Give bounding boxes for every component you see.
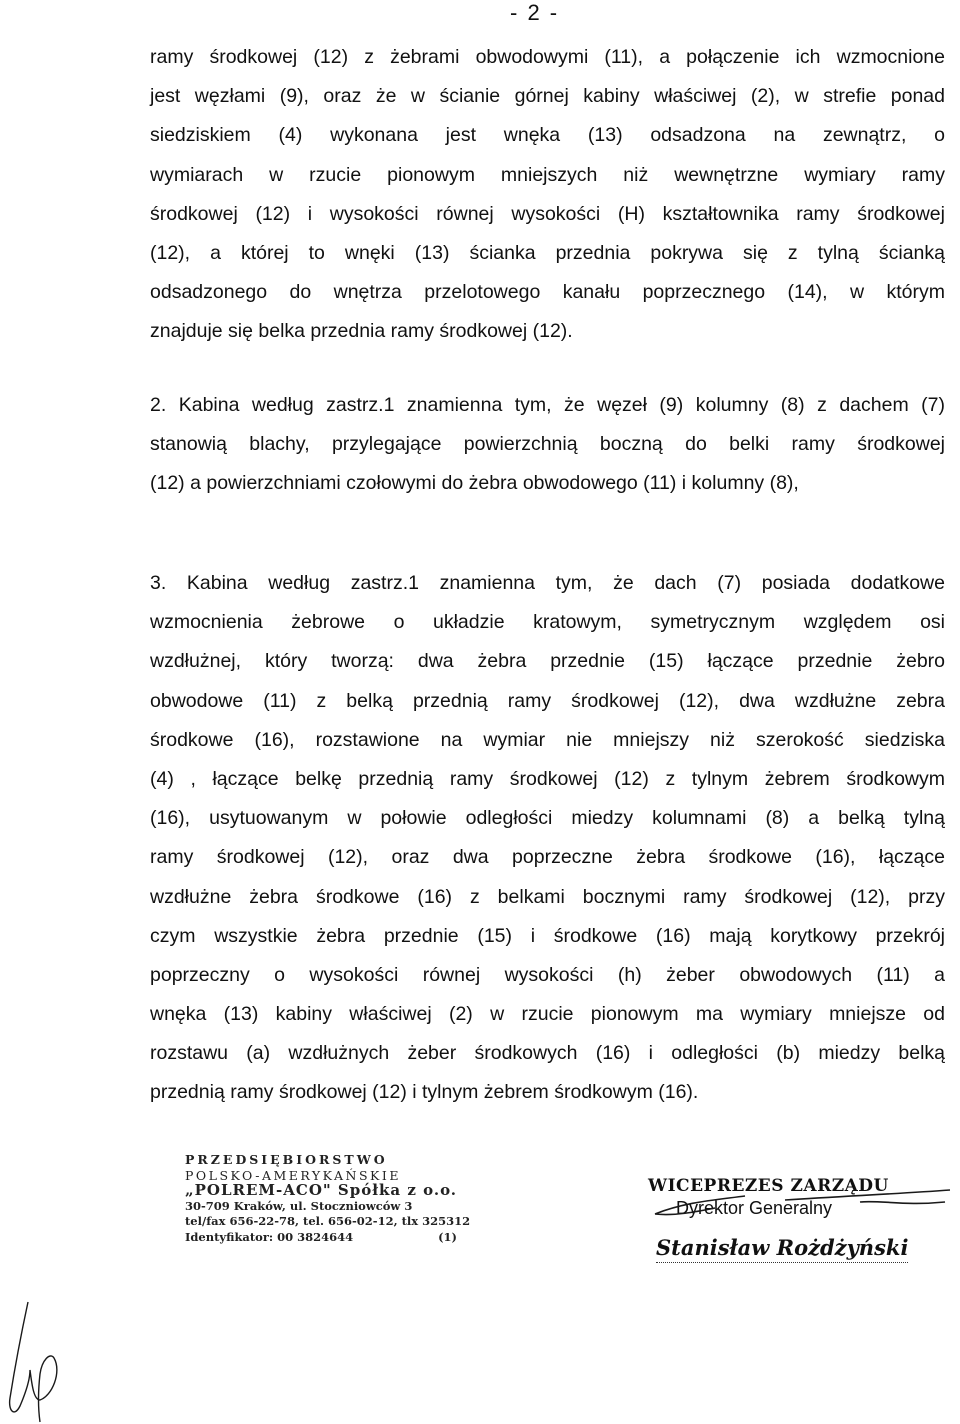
text-line: ramy środkowej (12), oraz dwa poprzeczne żebra środkowe (16), łączące	[150, 846, 945, 869]
stamp-line: 30-709 Kraków, ul. Stoczniowców 3	[185, 1198, 413, 1213]
paragraph-claim-3	[150, 564, 945, 1113]
text-line: wnęka (13) kabiny właściwej (2) w rzucie pionowym ma wymiary mniejsze od	[150, 1003, 945, 1026]
signature-name: Stanisław Rożdżyński	[656, 1235, 908, 1263]
signature-title: WICEPREZES ZARZĄDU	[648, 1176, 889, 1196]
stamp-line	[185, 1230, 475, 1246]
text-line: wzdłużnej, który tworzą: dwa żebra przednie (15) łączące przednie żebro	[150, 650, 945, 673]
text-line: środkowe (16), rozstawione na wymiar nie mniejszy niż szerokość siedziska	[150, 728, 945, 751]
text-line: (12) a powierzchniami czołowymi do żebra obwodowego (11) i kolumny (8),	[150, 472, 799, 495]
signature-position: Dyrektor Generalny	[676, 1198, 833, 1218]
text-line: obwodowe (11) z belką przednią ramy środkowej (12), dwa wzdłużne zebra	[150, 689, 945, 712]
paragraph-claim-2	[150, 386, 945, 504]
signature-scrawl-icon	[645, 1182, 955, 1252]
text-line: przednią ramy środkowej (12) i tylnym żebrem środkowym (16).	[150, 1081, 699, 1104]
text-line: 2. Kabina według zastrz.1 znamienna tym, że węzeł (9) kolumny (8) z dachem (7)	[150, 394, 945, 416]
company-stamp	[185, 1152, 475, 1246]
text-line: jest węzłami (9), oraz że w ścianie górnej kabiny właściwej (2), w strefie ponad	[150, 85, 945, 108]
text-line: środkowej (12) i wysokości równej wysokości (H) kształtownika ramy środkowej	[150, 202, 945, 225]
handwritten-initials-icon	[0, 1300, 75, 1424]
stamp-mark: (1)	[438, 1229, 457, 1244]
stamp-line: „POLREM-ACO" Spółka z o.o.	[185, 1181, 458, 1200]
stamp-line: POLSKO-AMERYKAŃSKIE	[185, 1167, 401, 1183]
text-line: wymiarach w rzucie pionowym mniejszych niż wewnętrzne wymiary ramy	[150, 163, 945, 186]
page-number: - 2 -	[510, 0, 560, 25]
paragraph-1	[150, 38, 945, 352]
text-line: odsadzonego do wnętrza przelotowego kanału poprzecznego (14), w którym	[150, 281, 945, 304]
text-line: siedziskiem (4) wykonana jest wnęka (13) odsadzona na zewnątrz, o	[150, 124, 945, 147]
text-line: czym wszystkie żebra przednie (15) i środkowe (16) mają korytkowy przekrój	[150, 924, 945, 947]
text-line: (12), a której to wnęki (13) ścianka przednia pokrywa się z tylną ścianką	[150, 241, 945, 264]
text-line: wzmocnienia żebrowe o układzie kratowym, symetrycznym względem osi	[150, 611, 945, 634]
text-line: 3. Kabina według zastrz.1 znamienna tym, że dach (7) posiada dodatkowe	[150, 572, 945, 594]
text-line: poprzeczny o wysokości równej wysokości (h) żeber obwodowych (11) a	[150, 963, 945, 986]
text-line: stanowią blachy, przylegające powierzchnią boczną do belki ramy środkowej	[150, 433, 945, 456]
text-line: ramy środkowej (12) z żebrami obwodowymi (11), a połączenie ich wzmocnione	[150, 46, 945, 68]
text-line: rozstawu (a) wzdłużnych żeber środkowych (16) i odległości (b) miedzy belką	[150, 1042, 945, 1065]
stamp-line: PRZEDSIĘBIORSTWO	[185, 1152, 388, 1167]
text-line: (16), usytuowanym w połowie odległości miedzy kolumnami (8) a belką tylną	[150, 807, 945, 830]
text-line: znajduje się belka przednia ramy środkowej (12).	[150, 320, 573, 343]
stamp-identifier: Identyfikator: 00 3824644	[185, 1229, 354, 1244]
text-line: wzdłużne żebra środkowe (16) z belkami bocznymi ramy środkowej (12), przy	[150, 885, 945, 908]
stamp-line: tel/fax 656-22-78, tel. 656-02-12, tlx 325312	[185, 1214, 471, 1229]
text-line: (4) , łączące belkę przednią ramy środkowej (12) z tylnym żebrem środkowym	[150, 767, 945, 790]
